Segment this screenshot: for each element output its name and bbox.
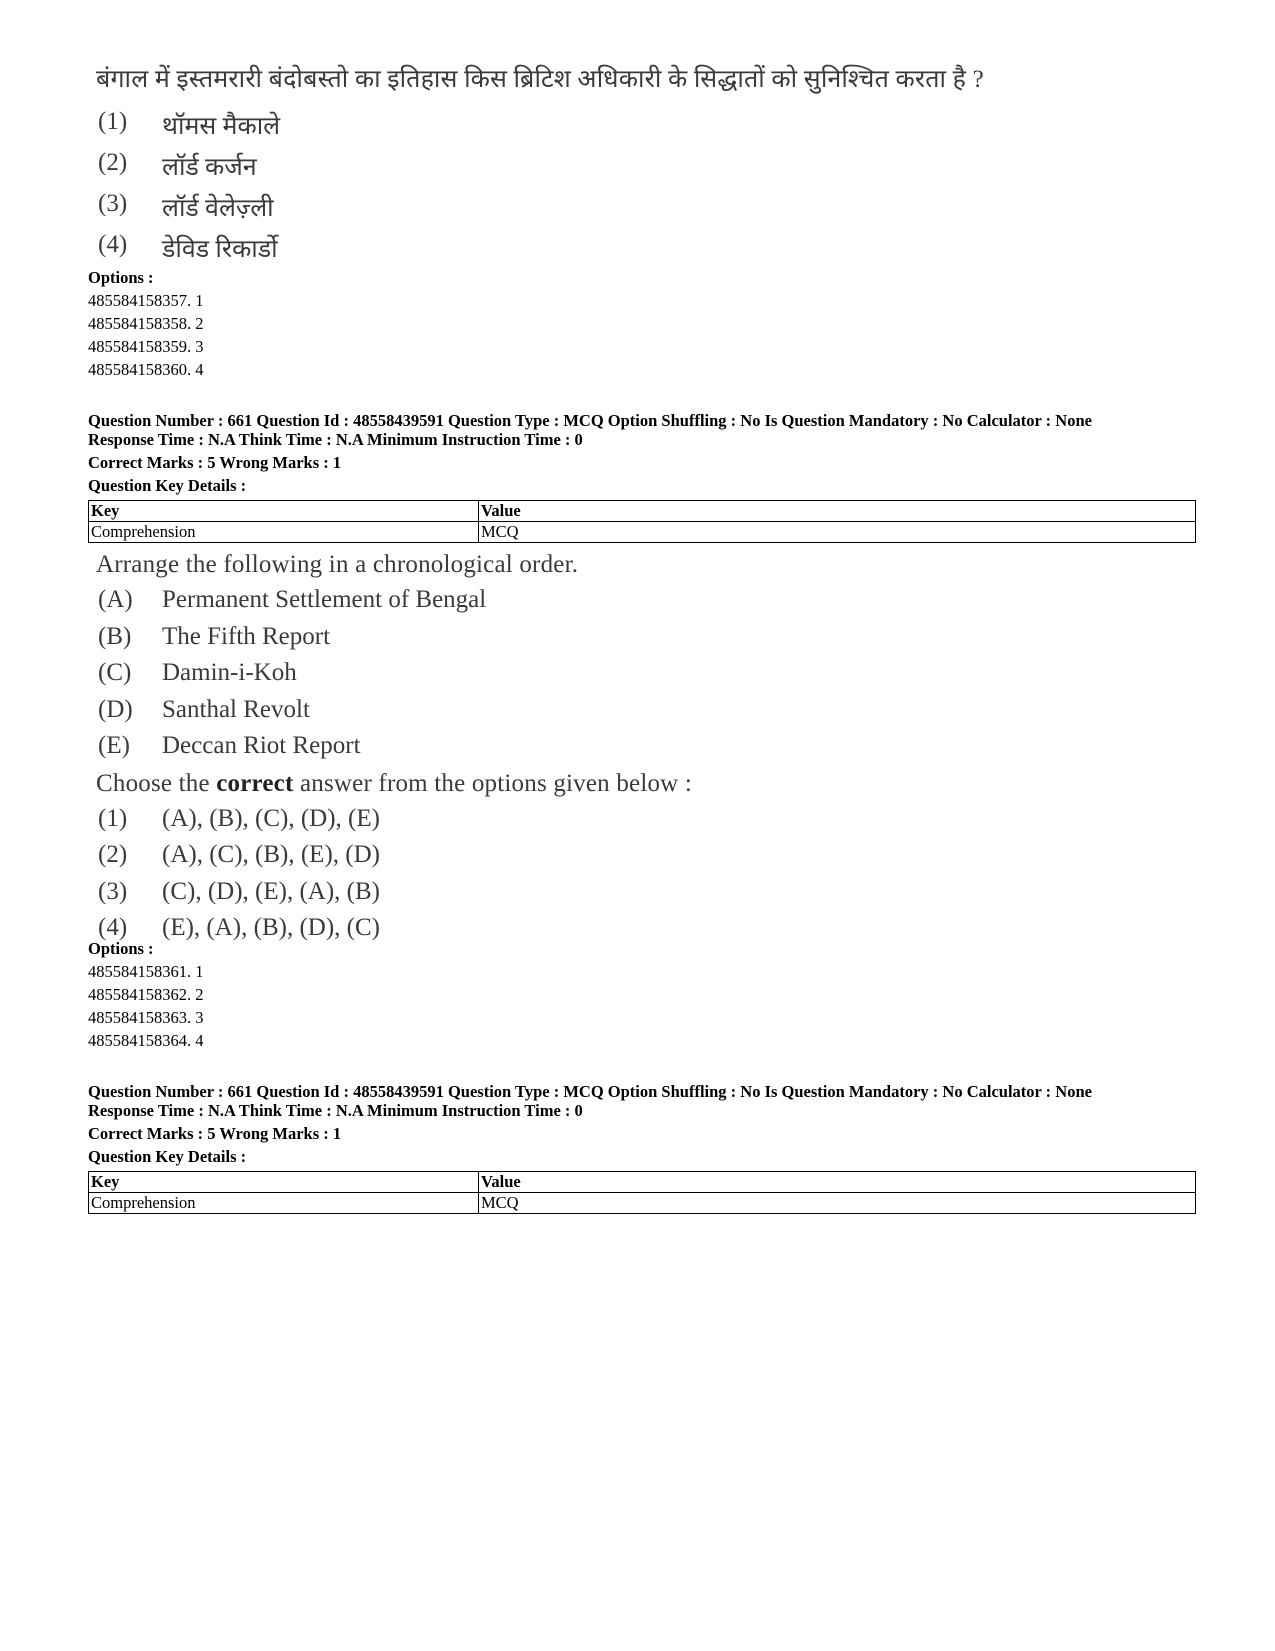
q1-choice-number: (2) xyxy=(98,149,128,176)
q1-stem: बंगाल में इस्तमरारी बंदोबस्तो का इतिहास किस ब्रिटिश अधिकारी के सिद्धातों को सुनिश्चित करता है ? xyxy=(96,66,984,93)
q2-item-d xyxy=(96,696,692,733)
q2-options-label: Options : xyxy=(88,939,154,958)
q1-option-id: 485584158357. 1 xyxy=(88,291,204,310)
q2-item-letter: (B) xyxy=(98,622,132,650)
q2-item-c xyxy=(96,659,692,696)
q2-item-text: Deccan Riot Report xyxy=(162,732,361,759)
q2-key-table xyxy=(88,500,1196,543)
table-header-row xyxy=(89,1172,1196,1193)
q3-meta-line-2: Response Time : N.A Think Time : N.A Minimum Instruction Time : 0 xyxy=(88,1101,583,1120)
table-row xyxy=(89,522,1196,543)
q2-item-text: The Fifth Report xyxy=(162,622,331,650)
q2-meta-line-2: Response Time : N.A Think Time : N.A Minimum Instruction Time : 0 xyxy=(88,430,583,449)
q1-question-image xyxy=(96,64,984,272)
q2-choice-2 xyxy=(96,841,692,878)
q2-meta xyxy=(88,411,1092,449)
q1-choice-1 xyxy=(96,108,984,149)
table-header-key: Key xyxy=(89,501,479,522)
q1-choice-text: लॉर्ड कर्जन xyxy=(162,154,257,181)
q1-choice-number: (1) xyxy=(98,108,128,135)
table-header-row xyxy=(89,501,1196,522)
q2-choice-number: (3) xyxy=(98,877,128,905)
q2-choice-text: (A), (C), (B), (E), (D) xyxy=(162,841,380,868)
q3-meta xyxy=(88,1082,1092,1120)
q1-option-id: 485584158358. 2 xyxy=(88,314,204,333)
q3-marks: Correct Marks : 5 Wrong Marks : 1 xyxy=(88,1124,342,1143)
q2-item-letter: (D) xyxy=(98,695,133,723)
q2-item-text: Permanent Settlement of Bengal xyxy=(162,586,487,613)
q2-option-id: 485584158363. 3 xyxy=(88,1008,204,1027)
q1-choice-text: थॉमस मैकाले xyxy=(162,113,281,140)
q2-item-text: Santhal Revolt xyxy=(162,695,310,723)
q2-item-e xyxy=(96,732,692,769)
q2-item-text: Damin-i-Koh xyxy=(162,659,297,686)
q1-choice-text: डेविड रिकार्डो xyxy=(162,236,278,263)
q2-options-block xyxy=(88,937,204,1052)
q2-choice-text: (A), (B), (C), (D), (E) xyxy=(162,804,380,832)
q1-option-id: 485584158359. 3 xyxy=(88,337,204,356)
q1-choice-4 xyxy=(96,231,984,272)
q1-choice-3 xyxy=(96,190,984,231)
q2-choice-number: (1) xyxy=(98,804,128,832)
q2-marks: Correct Marks : 5 Wrong Marks : 1 xyxy=(88,453,342,472)
q3-key-details-label: Question Key Details : xyxy=(88,1147,247,1166)
q2-item-letter: (A) xyxy=(98,586,133,613)
q2-item-letter: (E) xyxy=(98,732,130,759)
table-cell-key: Comprehension xyxy=(89,522,479,543)
table-header-value: Value xyxy=(479,1172,1196,1193)
q2-item-letter: (C) xyxy=(98,659,132,686)
q2-choice-1 xyxy=(96,805,692,842)
q2-key-details-label: Question Key Details : xyxy=(88,476,247,495)
q2-choice-number: (4) xyxy=(98,914,128,941)
q2-choice-text: (C), (D), (E), (A), (B) xyxy=(162,877,380,905)
q2-choice-3 xyxy=(96,878,692,915)
q1-choice-number: (4) xyxy=(98,231,128,258)
q2-choice-text: (E), (A), (B), (D), (C) xyxy=(162,914,380,941)
q1-options-label: Options : xyxy=(88,268,154,287)
table-cell-key: Comprehension xyxy=(89,1193,479,1214)
q2-item-b xyxy=(96,623,692,660)
q1-option-id: 485584158360. 4 xyxy=(88,360,204,379)
q2-choose-post: answer from the options given below : xyxy=(299,769,693,797)
q2-choose-bold: correct xyxy=(216,769,294,797)
q1-options-block xyxy=(88,266,204,381)
q2-stem: Arrange the following in a chronological order. xyxy=(96,551,579,578)
table-header-key: Key xyxy=(89,1172,479,1193)
q2-option-id: 485584158362. 2 xyxy=(88,985,204,1004)
q2-choice-number: (2) xyxy=(98,841,128,868)
q2-option-id: 485584158364. 4 xyxy=(88,1031,204,1050)
table-row xyxy=(89,1193,1196,1214)
q2-option-id: 485584158361. 1 xyxy=(88,962,204,981)
q1-choice-number: (3) xyxy=(98,190,128,217)
q2-choose-pre: Choose the xyxy=(96,769,210,797)
q2-item-a xyxy=(96,586,692,623)
q2-question-image xyxy=(96,550,692,951)
q2-choose-instruction xyxy=(96,769,692,805)
table-cell-value: MCQ xyxy=(479,522,1196,543)
q3-meta-line-1: Question Number : 661 Question Id : 48558439591 Question Type : MCQ Option Shuffling : No Is Question Mandatory : No Calculator : None xyxy=(88,1082,1092,1101)
table-cell-value: MCQ xyxy=(479,1193,1196,1214)
q1-choice-2 xyxy=(96,149,984,190)
q2-meta-line-1: Question Number : 661 Question Id : 48558439591 Question Type : MCQ Option Shuffling : No Is Question Mandatory : No Calculator : None xyxy=(88,411,1092,430)
table-header-value: Value xyxy=(479,501,1196,522)
q3-key-table xyxy=(88,1171,1196,1214)
q1-choice-text: लॉर्ड वेलेज़्ली xyxy=(162,195,274,222)
